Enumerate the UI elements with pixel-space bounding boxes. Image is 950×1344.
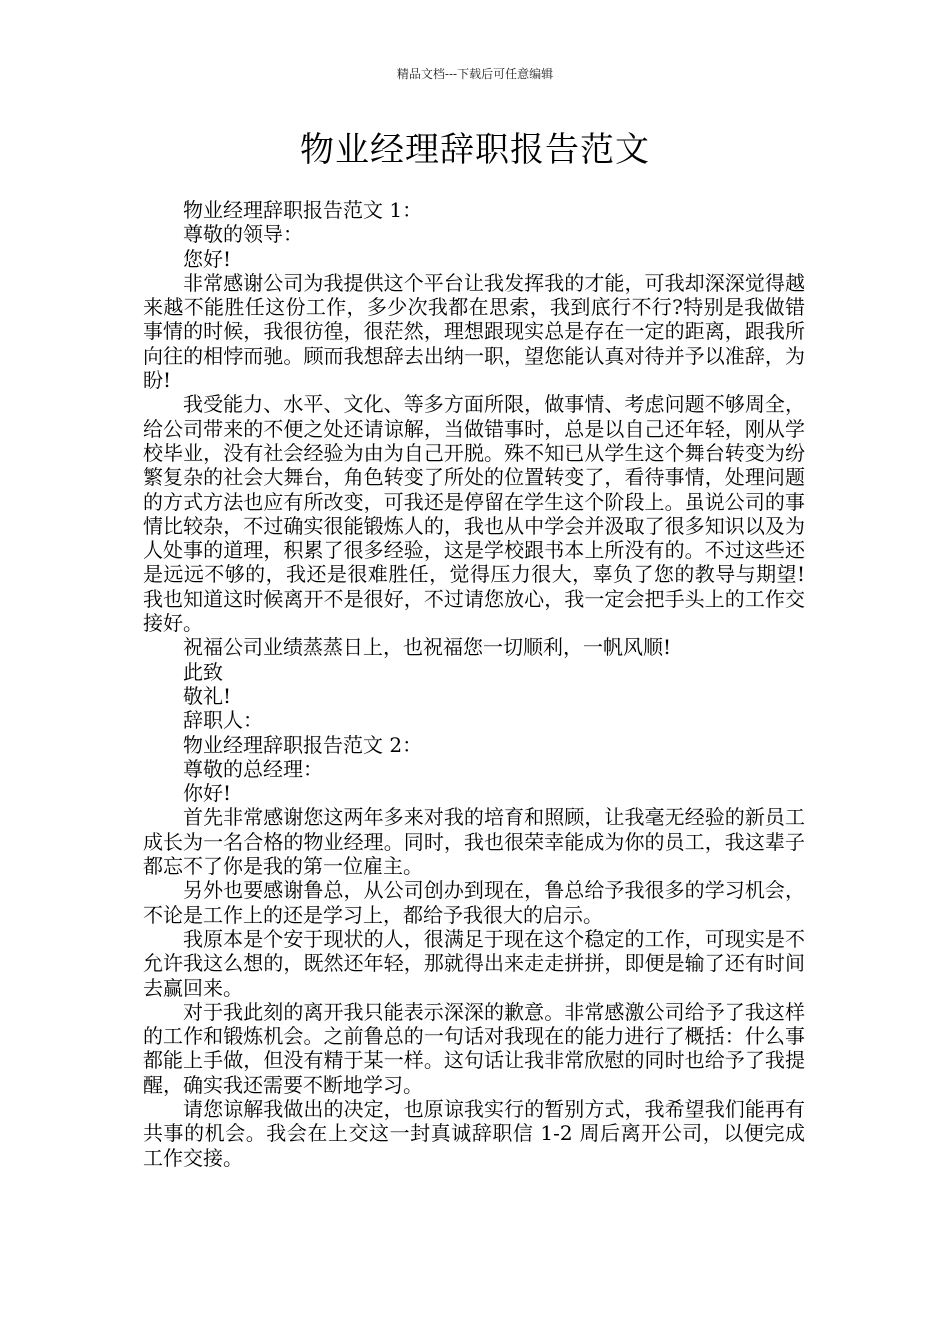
salutation: 尊敬的领导：	[183, 222, 303, 247]
section-heading-1: 物业经理辞职报告范文 1：	[183, 198, 423, 222]
paragraph: 非常感谢公司为我提供这个平台让我发挥我的才能，可我却深深觉得越来越不能胜任这份工作，多少次我都在思索，我到底行不行?特别是我做错事情的时候，我很彷徨，很茫然，理想跟现实总是存在一定的距离，跟我所向往的相悖而驰。顾而我想辞去出纳一职，望您能认真对待并予以准辞，为盼!	[143, 270, 805, 393]
greeting: 你好!	[183, 781, 232, 806]
paragraph: 请您谅解我做出的决定，也原谅我实行的暂别方式，我希望我们能再有共事的机会。我会在上交这一封真诚辞职信 1-2 周后离开公司，以便完成工作交接。	[143, 1096, 805, 1170]
section-heading-2: 物业经理辞职报告范文 2：	[183, 732, 423, 757]
closing-line: 敬礼!	[183, 683, 232, 708]
paragraph: 我原本是个安于现状的人，很满足于现在这个稳定的工作，可现实是不允许我这么想的，既然还年轻，那就得出来走走拼拼，即便是输了还有时间去赢回来。	[143, 926, 805, 1000]
paragraph: 我受能力、水平、文化、等多方面所限，做事情、考虑问题不够周全，给公司带来的不便之处还请谅解，当做错事时，总是以自己还年轻，刚从学校毕业，没有社会经验为由为自己开脱。殊不知已从学生这个舞台转变为纷繁复杂的社会大舞台，角色转变了所处的位置转变了，看待事情，处理问题的方式方法也应有所改变，可我还是停留在学生这个阶段上。虽说公司的事情比较杂，不过确实很能锻炼人的，我也从中学会并汲取了很多知识以及为人处事的道理，积累了很多经验，这是学校跟书本上所没有的。不过这些还是远远不够的，我还是很难胜任，觉得压力很大，辜负了您的教导与期望!我也知道这时候离开不是很好，不过请您放心，我一定会把手头上的工作交接好。	[143, 392, 805, 636]
blessing-line: 祝福公司业绩蒸蒸日上，也祝福您一切顺利，一帆风顺!	[183, 635, 672, 660]
paragraph: 对于我此刻的离开我只能表示深深的歉意。非常感激公司给予了我这样的工作和锻炼机会。之前鲁总的一句话对我现在的能力进行了概括：什么事都能上手做，但没有精于某一样。这句话让我非常欣慰的同时也给予了我提醒，确实我还需要不断地学习。	[143, 999, 805, 1097]
closing-line: 此致	[183, 659, 223, 684]
salutation: 尊敬的总经理：	[183, 756, 323, 781]
document-body	[143, 198, 805, 1170]
signature-line: 辞职人：	[183, 708, 263, 733]
document-title: 物业经理辞职报告范文	[300, 130, 650, 170]
paragraph: 另外也要感谢鲁总，从公司创办到现在，鲁总给予我很多的学习机会，不论是工作上的还是学习上，都给予我很大的启示。	[143, 878, 805, 927]
greeting: 您好!	[183, 246, 232, 271]
page-header-note: 精品文档---下载后可任意编辑	[396, 67, 554, 81]
paragraph: 首先非常感谢您这两年多来对我的培育和照顾，让我毫无经验的新员工成长为一名合格的物业经理。同时，我也很荣幸能成为你的员工，我这辈子都忘不了你是我的第一位雇主。	[143, 805, 805, 879]
